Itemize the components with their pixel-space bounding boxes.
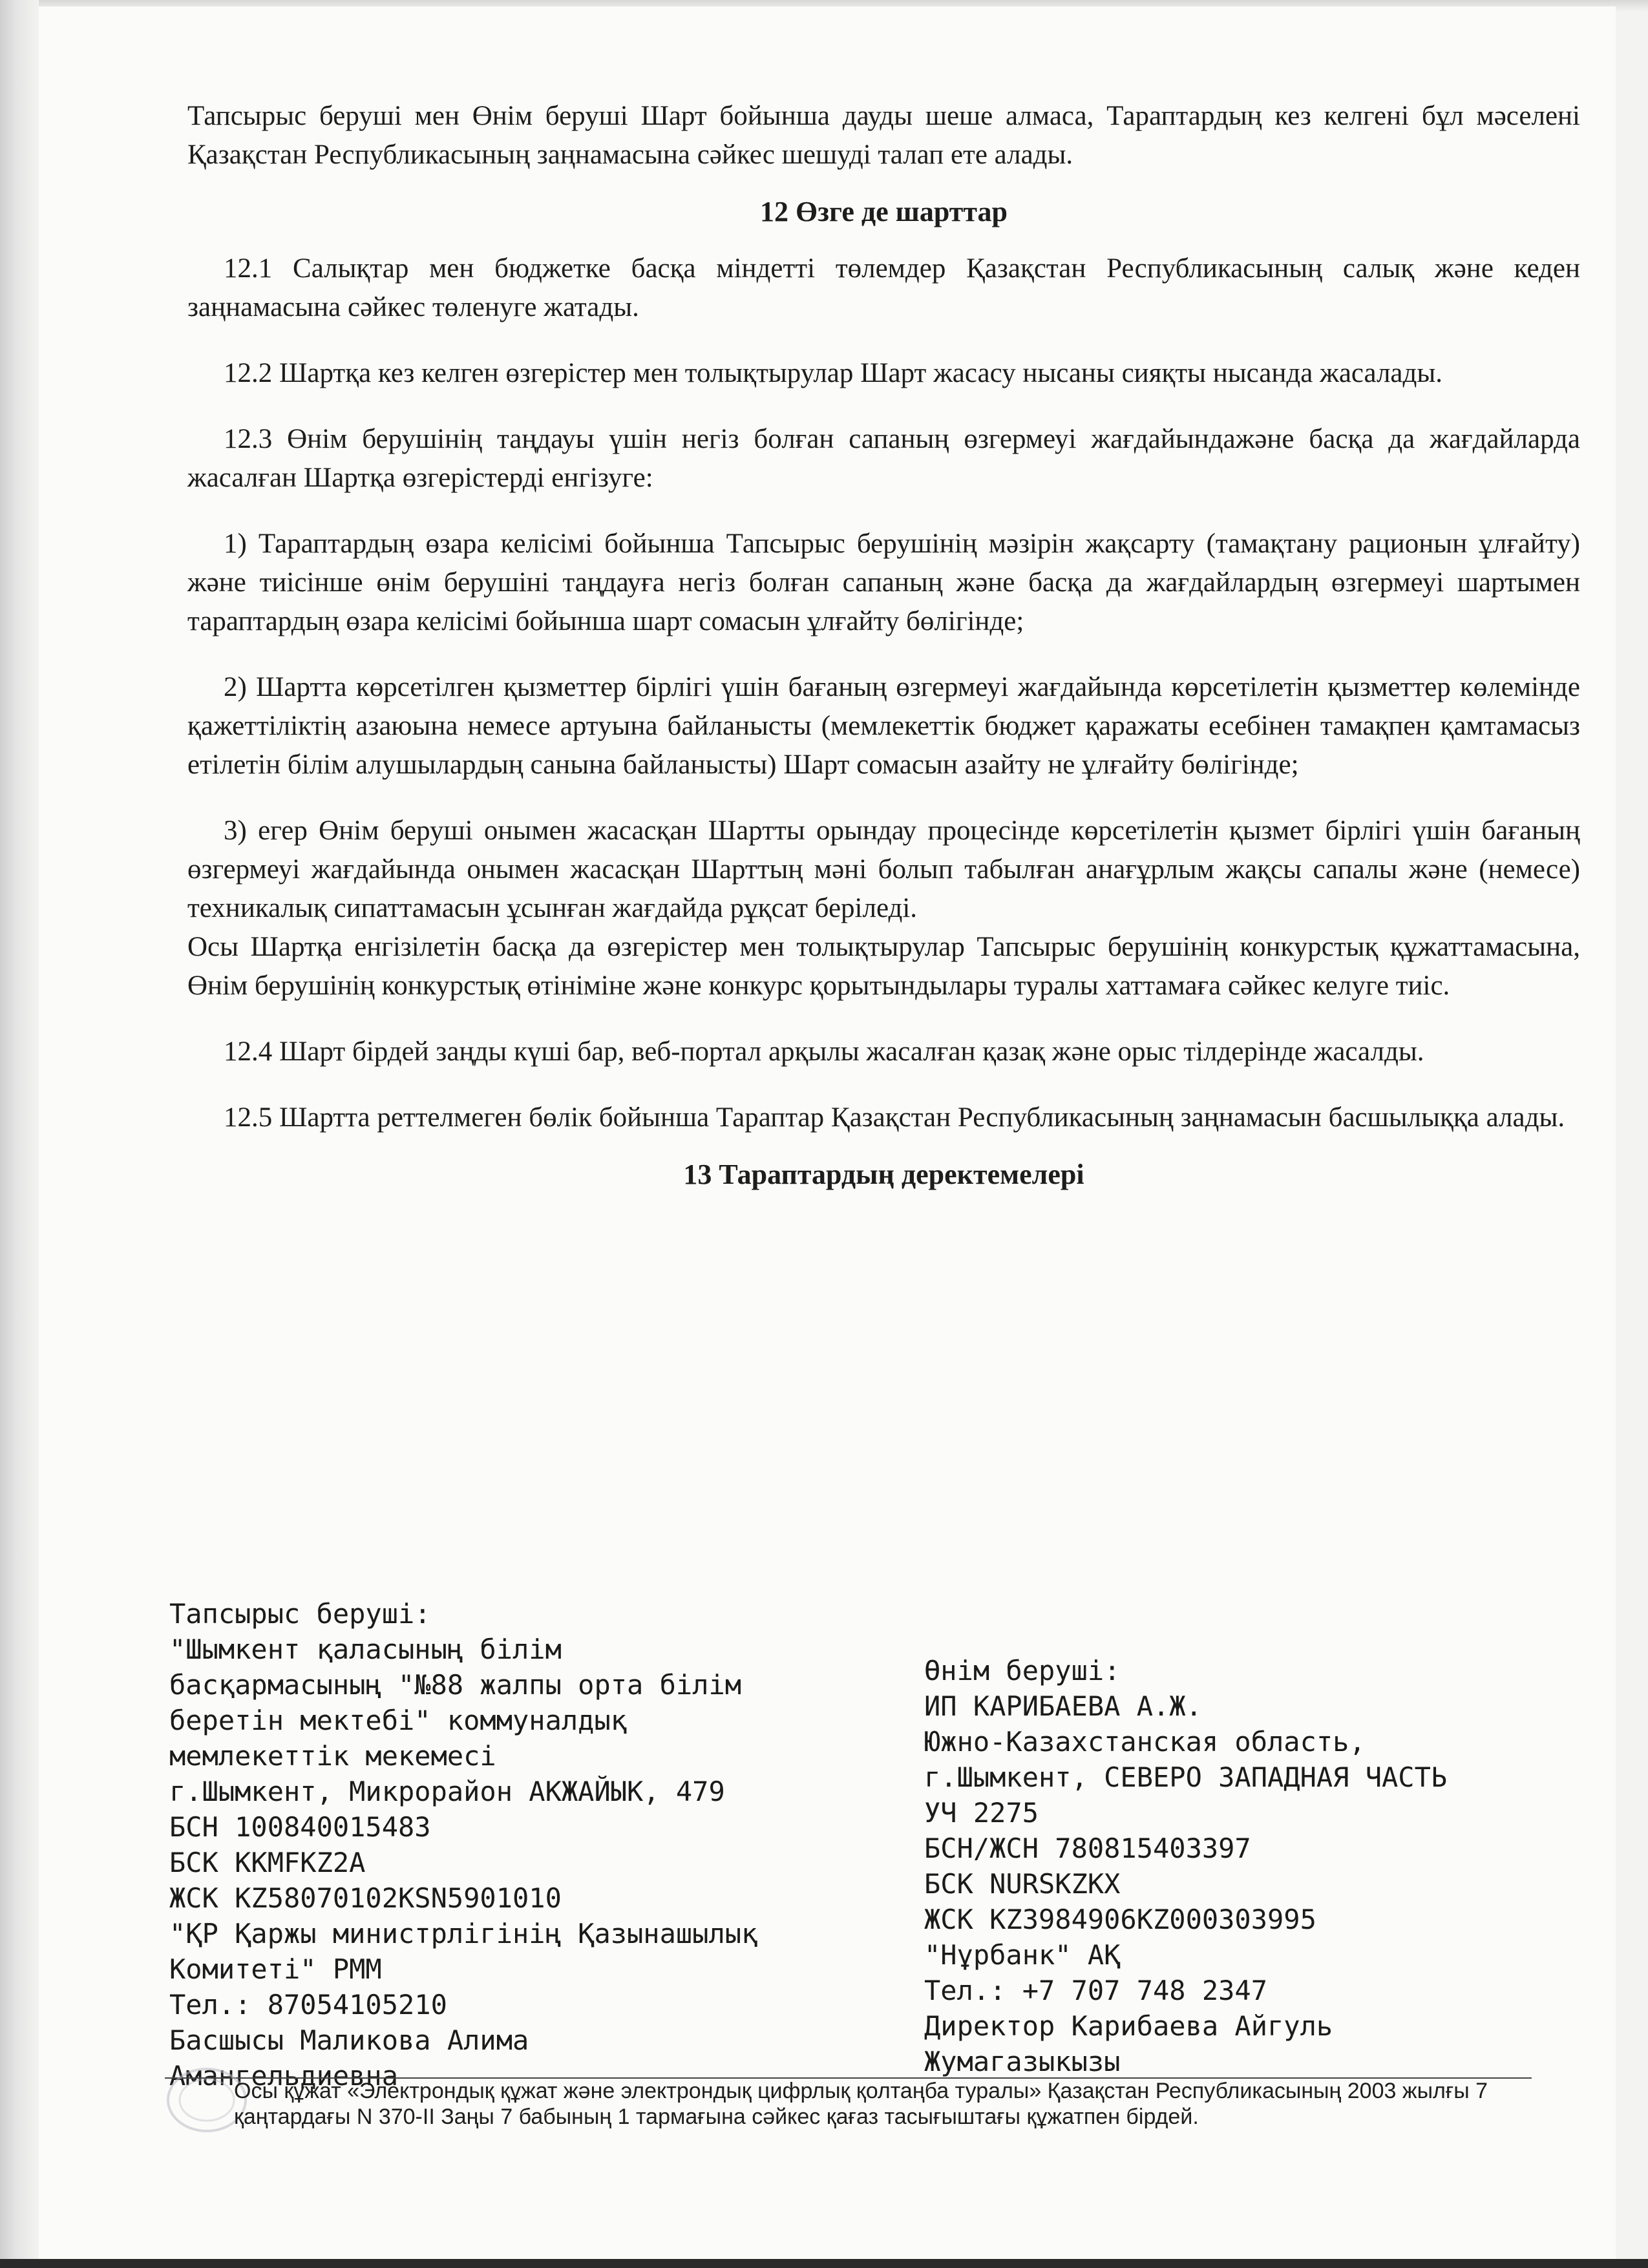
clause-12-4: 12.4 Шарт бірдей заңды күші бар, веб-портал арқылы жасалған қазақ және орыс тілдерінде жасалды.	[224, 1036, 1424, 1067]
supplier-line: Директор Карибаева Айгуль	[924, 2010, 1333, 2042]
party-requisites	[169, 1596, 1565, 2092]
clause-12-3-item-2: 2) Шартта көрсетілген қызметтер бірлігі үшін бағаның өзгермеуі жағдайында көрсетілетін қызметтер көлемінде қажеттіліктің азаюына немесе артуына байланысты (мемлекеттік бюджет қаражаты есебінен тамақпен қамтамасыз етілетін білім алушылардың санына байланысты) Шарт сомасын азайту не ұлғайту бөлігінде;	[187, 672, 1580, 780]
customer-line: Тапсырыс беруші:	[169, 1598, 431, 1630]
document-body	[187, 97, 1580, 1212]
clause-12-5: 12.5 Шартта реттелмеген бөлік бойынша Тараптар Қазақстан Республикасының заңнамасын басшылыққа алады.	[224, 1102, 1565, 1133]
customer-line: мемлекеттік мекемесі	[169, 1740, 496, 1772]
customer-line: Басшысы Маликова Алима	[169, 2024, 529, 2056]
customer-line: БСН 100840015483	[169, 1811, 431, 1843]
customer-line: Амангельдиевна	[169, 2060, 399, 2092]
clause-12-3-item-1: 1) Тараптардың өзара келісімі бойынша Тапсырыс берушінің мәзірін жақсарту (тамақтану рационын ұлғайту) және тиісінше өнім берушіні таңдауға негіз болған сапаның және басқа да жағдайлардың өзгермеуі шартымен тараптардың өзара келісімі бойынша шарт сомасын ұлғайту бөлігінде;	[187, 529, 1580, 636]
supplier-line: "Нұрбанк" АҚ	[924, 1939, 1121, 1971]
customer-line: беретін мектебі" коммуналдық	[169, 1705, 628, 1736]
section-12-heading: 12 Өзге де шарттар	[760, 196, 1008, 227]
customer-line: Тел.: 87054105210	[169, 1989, 447, 2021]
supplier-line: Южно-Казахстанская область,	[924, 1726, 1366, 1758]
scan-bottom-edge	[0, 2259, 1648, 2268]
customer-line: ЖСК KZ58070102KSN5901010	[169, 1882, 562, 1914]
customer-line: "ҚР Қаржы министрлігінің Қазынашылық	[169, 1918, 758, 1949]
clause-12-1: 12.1 Салықтар мен бюджетке басқа міндетті төлемдер Қазақстан Республикасының салық және кеден заңнамасына сәйкес төленуге жатады.	[187, 253, 1580, 322]
supplier-line: БСН/ЖСН 780815403397	[924, 1832, 1251, 1864]
supplier-line: Жумагазыкызы	[924, 2046, 1121, 2077]
customer-line: Комитеті" РММ	[169, 1953, 382, 1985]
clause-12-2: 12.2 Шартқа кез келген өзгерістер мен толықтырулар Шарт жасасу нысаны сияқты нысанда жасалады.	[224, 358, 1443, 388]
supplier-line: ИП КАРИБАЕВА А.Ж.	[924, 1690, 1202, 1722]
legal-footnote: Осы құжат «Электрондық құжат және электрондық цифрлық қолтаңба туралы» Қазақстан Республикасының 2003 жылғы 7 қаңтардағы N 370-II Заңы 7 бабының 1 тармағына сәйкес қағаз тасығыштағы құжатпен бірдей.	[234, 2079, 1488, 2129]
customer-line: БСК KKMFKZ2A	[169, 1847, 366, 1878]
clause-12-3: 12.3 Өнім берушінің таңдауы үшін негіз болған сапаның өзгермеуі жағдайындажәне басқа да жағдайларда жасалған Шартқа өзгерістерді енгізуге:	[187, 424, 1580, 493]
supplier-line: Өнім беруші:	[924, 1655, 1121, 1686]
customer-requisites	[169, 1596, 848, 2094]
clause-12-3-item-3: 3) егер Өнім беруші онымен жасасқан Шартты орындау процесінде көрсетілетін қызмет бірлігі үшін бағаның өзгермеуі жағдайында онымен жасасқан Шарттың мәні болып табылған анағұрлым жақсы сапалы және (немесе) техникалық сипаттамасын ұсынған жағдайда рұқсат беріледі.	[187, 815, 1580, 923]
dispute-paragraph: Тапсырыс беруші мен Өнім беруші Шарт бойынша дауды шеше алмаса, Тараптардың кез келгені бұл мәселені Қазақстан Республикасының заңнамасына сәйкес шешуді талап ете алады.	[187, 101, 1580, 170]
supplier-line: БСК NURSKZKX	[924, 1868, 1121, 1900]
customer-line: басқармасының "№88 жалпы орта білім	[169, 1669, 742, 1701]
scan-left-edge	[0, 0, 39, 2268]
supplier-requisites	[924, 1653, 1558, 2079]
clause-12-3-tail: Осы Шартқа енгізілетін басқа да өзгерістер мен толықтырулар Тапсырыс берушінің конкурстық құжаттамасына, Өнім берушінің конкурстық өтініміне және конкурс қорытындылары туралы хаттамаға сәйкес келуге тиіс.	[187, 932, 1580, 1001]
supplier-line: ЖСК KZ3984906KZ000303995	[924, 1904, 1316, 1935]
supplier-line: УЧ 2275	[924, 1797, 1039, 1829]
section-13-heading: 13 Тараптардың деректемелері	[683, 1159, 1084, 1190]
customer-line: "Шымкент қаласының білім	[169, 1633, 562, 1665]
supplier-line: Тел.: +7 707 748 2347	[924, 1975, 1268, 2006]
customer-line: г.Шымкент, Микрорайон АКЖАЙЫК, 479	[169, 1776, 725, 1807]
supplier-line: г.Шымкент, СЕВЕРО ЗАПАДНАЯ ЧАСТЬ	[924, 1761, 1448, 1793]
